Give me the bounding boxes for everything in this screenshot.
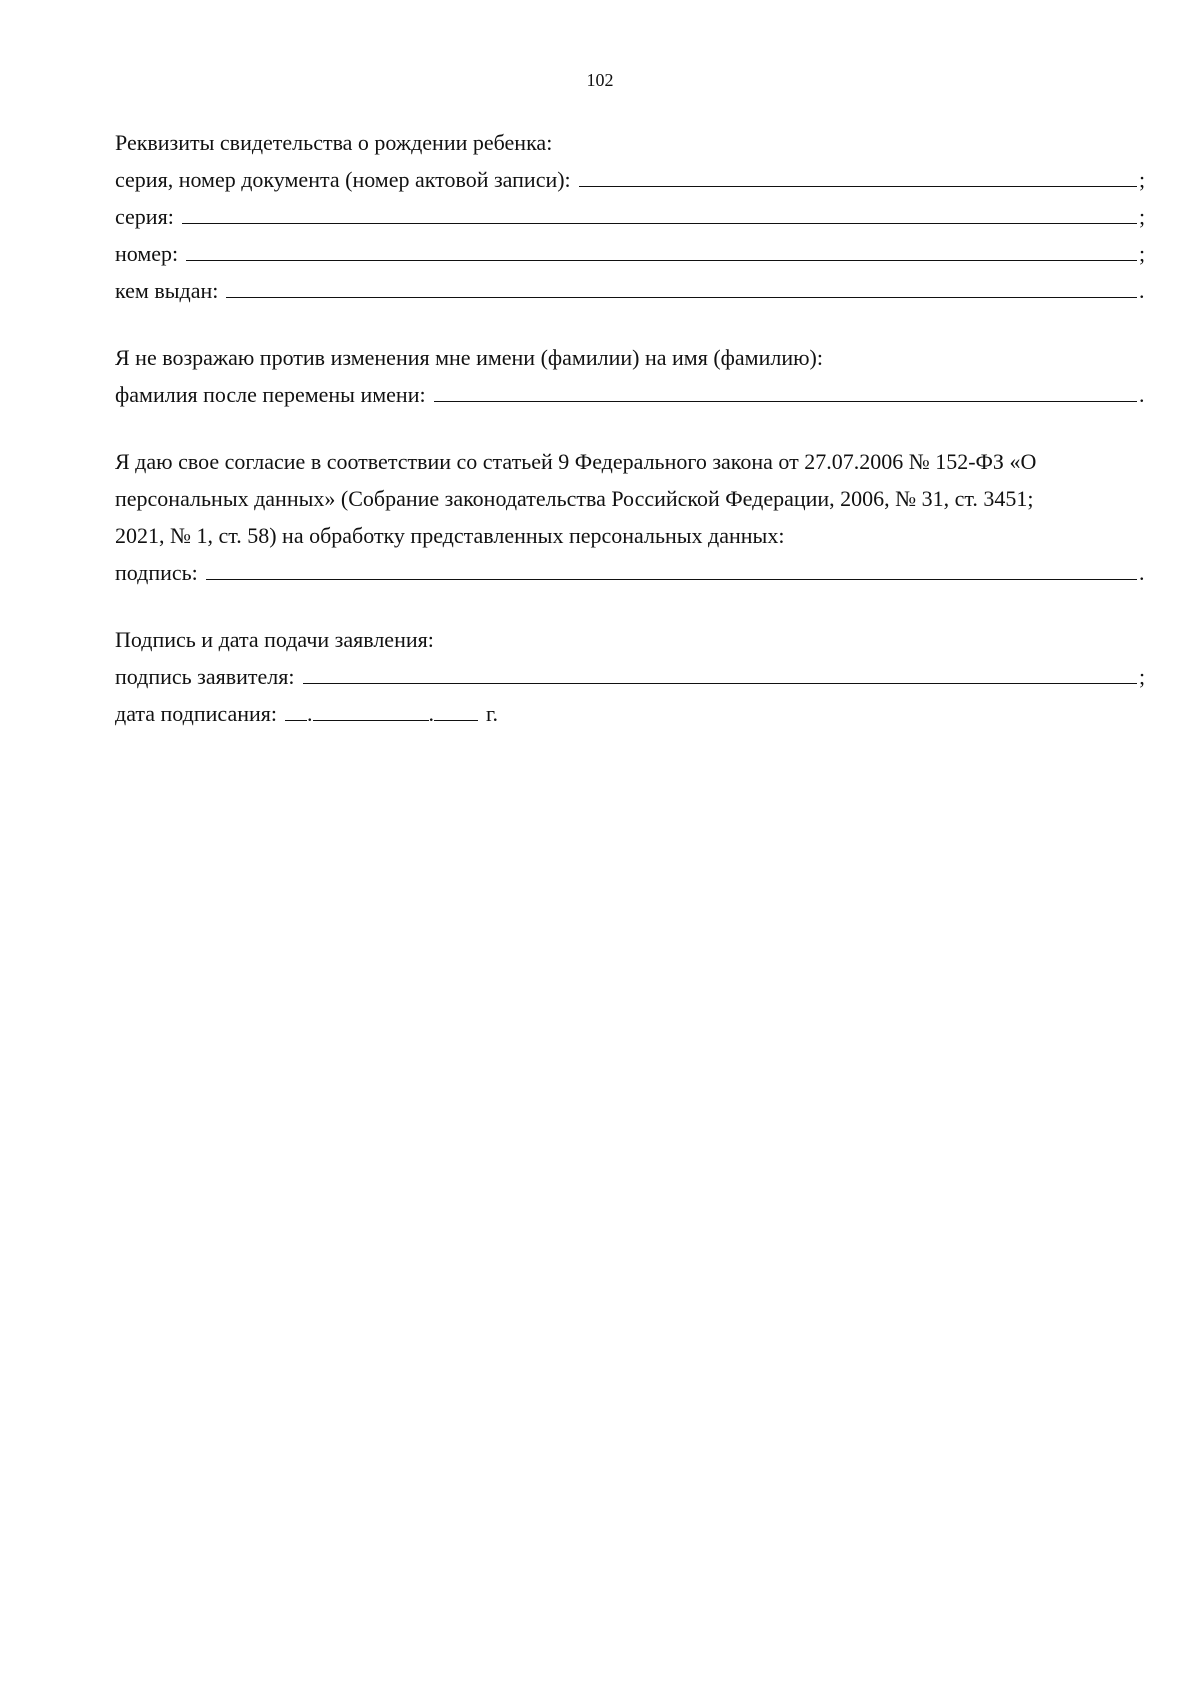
signing-year-field[interactable] (434, 698, 478, 721)
line-end-mark: ; (1139, 241, 1146, 266)
line-end-mark: ; (1139, 167, 1146, 192)
consent-text-line: 2021, № 1, ст. 58) на обработку представленных персональных данных: (115, 523, 785, 548)
line-end-mark: ; (1139, 664, 1146, 689)
certificate-issuer-field[interactable] (226, 275, 1137, 298)
birth-certificate-section (115, 124, 1147, 309)
new-surname-row (115, 376, 1147, 413)
certificate-series-label: серия: (115, 204, 174, 229)
consent-signature-label: подпись: (115, 560, 198, 585)
certificate-number-row (115, 161, 1147, 198)
certificate-series-row (115, 198, 1147, 235)
document-body (115, 124, 1147, 732)
signing-month-field[interactable] (313, 698, 429, 721)
applicant-signature-field[interactable] (303, 661, 1137, 684)
certificate-num-row (115, 235, 1147, 272)
new-surname-label: фамилия после перемены имени: (115, 382, 426, 407)
new-surname-field[interactable] (434, 379, 1137, 402)
line-end-mark: ; (1139, 204, 1146, 229)
submission-heading: Подпись и дата подачи заявления: (115, 627, 434, 652)
line-end-mark: . (1139, 278, 1145, 303)
applicant-signature-label: подпись заявителя: (115, 664, 295, 689)
submission-section (115, 621, 1147, 732)
consent-text-line: Я даю свое согласие в соответствии со статьей 9 Федерального закона от 27.07.2006 № 152-ФЗ «О (115, 449, 1037, 474)
certificate-number-field[interactable] (579, 164, 1137, 187)
certificate-issuer-row (115, 272, 1147, 309)
line-end-mark: . (1139, 560, 1145, 585)
birth-certificate-heading: Реквизиты свидетельства о рождении ребенка: (115, 130, 553, 155)
signing-date-row (115, 695, 1147, 732)
certificate-issuer-label: кем выдан: (115, 278, 219, 303)
consent-signature-row (115, 554, 1147, 591)
date-separator: . (307, 701, 313, 726)
signing-date-label: дата подписания: (115, 701, 277, 726)
consent-text-line: персональных данных» (Собрание законодательства Российской Федерации, 2006, № 31, ст. 3451; (115, 486, 1034, 511)
applicant-signature-row (115, 658, 1147, 695)
name-change-section (115, 339, 1147, 413)
year-suffix: г. (486, 701, 499, 726)
certificate-num-label: номер: (115, 241, 179, 266)
name-change-heading: Я не возражаю против изменения мне имени (фамилии) на имя (фамилию): (115, 345, 823, 370)
certificate-number-label: серия, номер документа (номер актовой записи): (115, 167, 571, 192)
line-end-mark: . (1139, 382, 1145, 407)
certificate-num-field[interactable] (186, 238, 1137, 261)
consent-section (115, 443, 1147, 591)
page-number: 102 (586, 70, 614, 90)
certificate-series-field[interactable] (182, 201, 1137, 224)
consent-signature-field[interactable] (206, 557, 1137, 580)
date-separator: . (428, 701, 434, 726)
signing-day-field[interactable] (285, 698, 307, 721)
